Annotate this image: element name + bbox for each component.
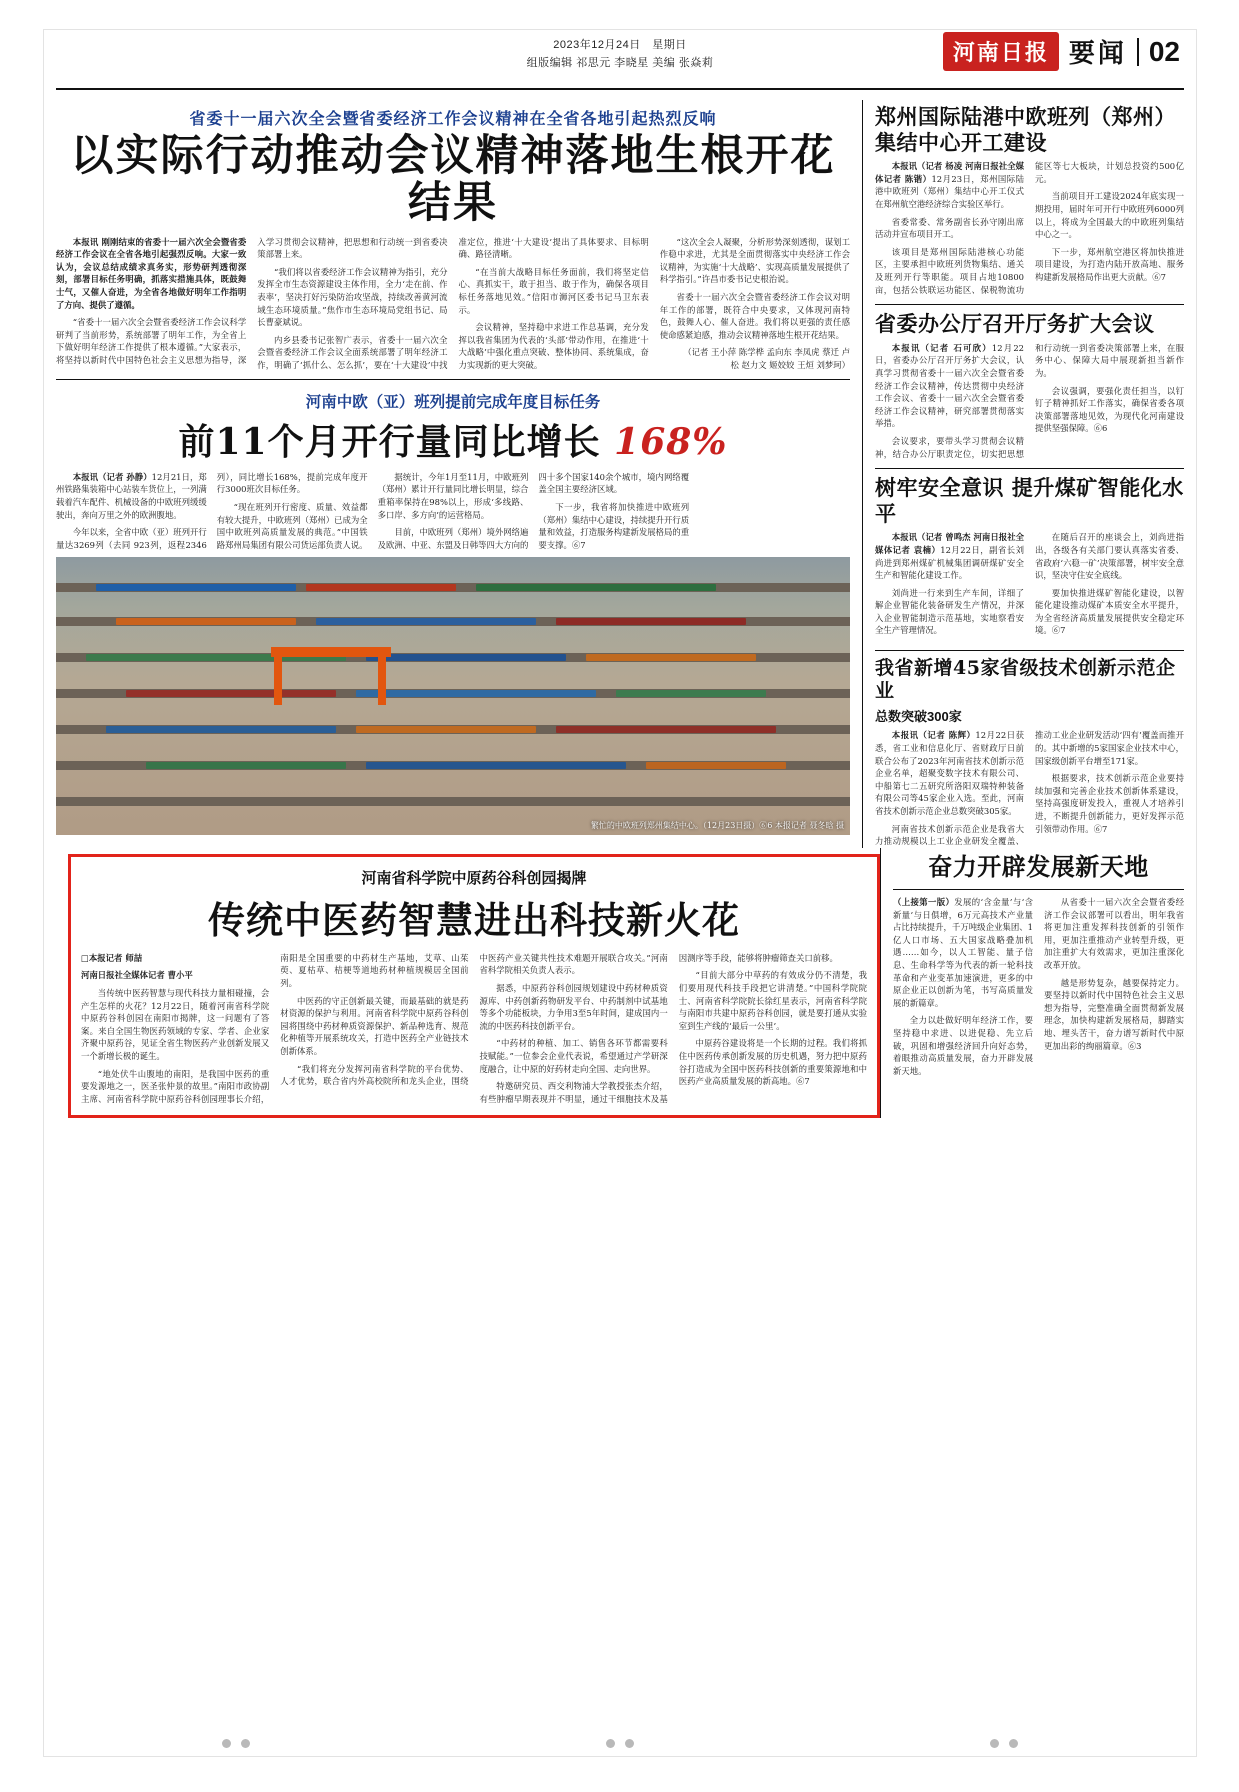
redbox-headline: 传统中医药智慧进出科技新火花 [208, 897, 740, 942]
registration-dot [606, 1739, 615, 1748]
right-0-p4: 下一步，郑州航空港区将加快推进项目建设，为打造内陆开放高地、服务构建新发展格局作出更大贡献。⑥7 [1035, 246, 1184, 282]
bottom-right-headline: 奋力开辟发展新天地 [928, 851, 1149, 881]
second-body [56, 471, 850, 552]
right-3-p0: 12月22日获悉，省工业和信息化厅、省财政厅日前联合公布了2023年河南省技术创新示范企业名单，超聚变数字技术有限公司、中船第七二五研究所洛阳双瑞特种装备有限公司等45家企业入选。至此，河南省技术创新示范企业总数突破305家。 [875, 730, 1024, 816]
second-byline: 本报讯（记者 孙静） [72, 471, 152, 482]
redbox-p6: 特邀研究员、西交利物浦大学教授张杰介绍，有些肿瘤早期表现并不明显，通过干细胞技术及基因测序等手段，能够将肿瘤筛查关口前移。 [479, 952, 838, 1104]
right-headline-0: 郑州国际陆港中欧班列（郑州）集结中心开工建设 [875, 104, 1176, 155]
redbox-byline-1: □本报记者 师喆 [81, 952, 143, 963]
second-p4: 目前，中欧班列（郑州）境外网络遍及欧洲、中亚、东盟及日韩等四大方向的四十多个国家140余个城市，境内网络覆盖全国主要经济区域。 [377, 471, 690, 550]
lead-p5: 会议精神，坚持稳中求进工作总基调，充分发挥以我省集团为代表的‘头部’带动作用，在推进‘十大战略’中强化重点突破、整体协同、系统集成，奋力实现新的更大突破。 [458, 322, 649, 370]
right-column [862, 100, 1184, 848]
second-p2: “现在班列开行密度、质量、效益都有较大提升，中欧班列（郑州）已成为全国中欧班列高质量发展的典范。”中国铁路郑州局集团有限公司货运部负责人说。 [216, 501, 368, 550]
bottom-grid [56, 848, 1184, 1119]
paper-logo: 河南日报 [943, 32, 1059, 71]
second-headline-prefix: 前11个月开行量同比增长 [178, 420, 601, 463]
registration-dot [625, 1739, 634, 1748]
continued-marker: （上接第一版） [893, 897, 955, 908]
masthead-right [943, 32, 1180, 71]
right-body-0 [875, 160, 1184, 296]
right-byline-2: 本报讯（记者 曾鸣杰 河南日报社全媒体记者 袁楠） [875, 532, 1024, 555]
lead-p1: “省委十一届六次全会暨省委经济工作会议科学研判了当前形势，系统部署了明年工作，为全省上下做好明年经济工作提供了根本遵循。”大家表示，将坚持以新时代中国特色社会主义思想为指导，深入学习贯彻会议精神，把思想和行动统一到省委决策部署上来。 [56, 236, 448, 365]
registration-dot [990, 1739, 999, 1748]
second-p1: 今年以来，全省中欧（亚）班列开行量达3269列（去同 923列，返程2346列），同比增长168%，提前完成年度开行3000班次目标任务。 [56, 471, 368, 550]
redbox-p3: “我们将充分发挥河南省科学院的平台优势、人才优势，联合省内外高校院所和龙头企业，围绕中医药产业关键共性技术难题开展联合攻关。”河南省科学院相关负责人表示。 [280, 952, 668, 1087]
left-column [56, 100, 862, 848]
right-2-p1: 刘尚进一行来到生产车间，详细了解企业智能化装备研发生产情况，并深入企业智能制造示范基地，实地察看安全生产管理情况。 [875, 587, 1024, 636]
masthead [56, 30, 1184, 90]
redbox-byline-2: 河南日报社全媒体记者 曹小平 [81, 970, 193, 981]
redbox-p0: 当传统中医药智慧与现代科技力量相碰撞，会产生怎样的火花？12月22日，随着河南省科学院中原药谷科创园在南阳市揭牌，这一问题有了答案。来自全国生物医药领域的专家、学者、企业家齐聚中原药谷，见证全省生物医药产业创新发展又一个新增长极的诞生。 [81, 987, 270, 1061]
right-0-p3: 当前项目开工建设2024年底实现一期投用，届时年可开行中欧班列6000列以上，将成为全国最大的中欧班列集结中心之一。 [1035, 191, 1184, 240]
redbox-p8: 中原药谷建设将是一个长期的过程。我们将抓住中医药传承创新发展的历史机遇，努力把中原药谷打造成为全国中医药科技创新的重要策源地和中医药产业高质量发展的新高地。⑥7 [678, 1038, 867, 1087]
railyard-photo [56, 557, 850, 835]
right-body-2 [875, 531, 1184, 642]
registration-dot [222, 1739, 231, 1748]
divider [1137, 38, 1139, 66]
second-p0: 12月21日，郑州铁路集装箱中心站装车货位上，一列满载着汽车配件、机械设备的中欧班列缓缓驶出，奔向万里之外的欧洲腹地。 [56, 471, 207, 520]
lead-shoulder: 省委十一届六次全会暨省委经济工作会议精神在全省各地引起热烈反响 [189, 111, 717, 128]
content-grid [56, 100, 1184, 848]
right-0-p2: 该项目是郑州国际陆港核心功能区，主要承担中欧班列货物集结、通关及班列开行等职能。项目占地10800亩，包括公铁联运功能区、保税物流功能区等七大板块，计划总投资约500亿元。 [875, 161, 1184, 295]
br-p3: 越是形势复杂，越要保持定力。要坚持以新时代中国特色社会主义思想为指导，完整准确全面贯彻新发展理念，加快构建新发展格局，脚踏实地、埋头苦干，奋力谱写新时代中原更加出彩的绚丽篇章。⑥3 [1044, 977, 1184, 1051]
right-1-p0: 12月22日，省委办公厅召开厅务扩大会议，认真学习贯彻省委十一届六次全会暨省委经济工作会议精神，传达贯彻中央经济工作会议、省委十一届六次全会暨省委经济工作会议精神，研究部署贯彻落实举措。 [875, 342, 1024, 429]
lead-body [56, 236, 850, 373]
lead-p2: “我们将以省委经济工作会议精神为指引，充分发挥全市生态资源建设主体作用，全力‘走在前、作表率’，坚决打好污染防治攻坚战，持续改善黄河流域生态环境质量。”焦作市生态环境局党组书记、局长曹豪斌说。 [257, 266, 448, 328]
photo-caption: 繁忙的中欧班列郑州集结中心。（12月23日摄）⑥6 本报记者 聂冬晗 摄 [590, 821, 844, 831]
registration-dot [1009, 1739, 1018, 1748]
divider-rule [875, 468, 1184, 469]
divider-rule [875, 650, 1184, 651]
divider-rule [875, 304, 1184, 305]
redbox-p1: “地处伏牛山腹地的南阳，是我国中医药的重要发源地之一，医圣张仲景的故里。”南阳市政协副主席、河南省科学院中原药谷科创园理事长介绍，南阳是全国重要的中药材生产基地，艾草、山茱萸、夏枯草、桔梗等道地药材种植规模居全国前列。 [81, 952, 469, 1104]
lead-p3: 内乡县委书记张智广表示，省委十一届六次全会暨省委经济工作会议全面系统部署了明年经济工作，明确了‘抓什么、怎么抓’，要在‘十大建设’中找准定位，推进‘十大建设’提出了具体要求、目标明确、路径清晰。 [257, 236, 649, 370]
bottom-left [56, 848, 880, 1119]
right-byline-0: 本报讯（记者 杨凌 河南日报社全媒体记者 陈锴） [875, 161, 1024, 184]
lead-headline: 以实际行动推动会议精神落地生根开花结果 [70, 131, 836, 229]
right-byline-1: 本报讯（记者 石可欣） [891, 342, 992, 353]
right-2-p0: 12月22日，副省长刘尚进到郑州煤矿机械集团调研煤矿安全生产和智能化建设工作。 [875, 544, 1024, 581]
lead-p6: “这次全会人凝聚，分析形势深刻透彻，谋划工作稳中求进，尤其是全面贯彻落实中央经济工作会议精神，为实施‘十大战略’、实现高质量发展提供了科学指引。”许昌市委书记史根治说。 [659, 236, 850, 285]
right-0-p1: 省委常委、常务副省长孙守刚出席活动并宣布项目开工。 [875, 216, 1024, 240]
second-headline [56, 414, 850, 465]
editors-line: 组版编辑 祁思元 李晓星 美编 张焱莉 [526, 57, 714, 69]
right-0-p0: 12月23日，郑州国际陆港中欧班列（郑州）集结中心开工仪式在郑州航空港经济综合实验区举行。 [875, 173, 1024, 209]
right-headline-2: 树牢安全意识 提升煤矿智能化水平 [875, 475, 1184, 526]
lead-credit: （记者 王小萍 陈学桦 孟向东 李凤虎 蔡迁 卢松 赵力文 姬姣姣 王烜 刘梦珂） [683, 347, 850, 370]
masthead-center [527, 36, 714, 72]
redbox-shoulder: 河南省科学院中原药谷科创园揭牌 [361, 869, 587, 887]
right-1-p1: 会议要求，要带头学习贯彻会议精神，结合办公厅职责定位，切实把思想和行动统一到省委决策部署上来，在服务中心、保障大局中展现新担当新作为。 [875, 342, 1184, 459]
registration-dot [241, 1739, 250, 1748]
publication-date: 2023年12月24日 星期日 [553, 39, 687, 51]
redbox-p7: “目前大部分中草药的有效成分仍不清楚，我们要用现代科技手段把它讲清楚。”中国科学院院士、河南省科学院院长徐红星表示，河南省科学院与南阳市共建中原药谷科创园，就是要打通从实验室到生产线的‘最后一公里’。 [678, 970, 867, 1031]
footer-marks [44, 1739, 1196, 1748]
br-p0: 发展的‘含金量’与‘含新量’与日俱增，6万元高技术产业量占比持续提升，千万吨级企业集团、1亿人口市场、五大国家战略叠加机遇……如今，以人工智能、量子信息、生命科学等为代表的新一轮科技革命和产业变革加速演进，更多的中原企业正以创新为笔，书写高质量发展的新篇章。 [893, 897, 1033, 1008]
redbox-p2: 中医药的守正创新最关键，而最基础的就是药材资源的保护与利用。河南省科学院中原药谷科创园将围绕中药材种质资源保护、新品种选育、规范化种植等开展系统攻关，打造中医药全产业链技术创新体系。 [280, 995, 469, 1056]
right-byline-3: 本报讯（记者 陈辉） [891, 730, 976, 741]
second-p5: 下一步，我省将加快推进中欧班列（郑州）集结中心建设，持续提升开行质量和效益，打造服务构建新发展格局的重要支撑。⑥7 [538, 501, 690, 550]
bottom-right [880, 848, 1184, 1119]
right-headline-1: 省委办公厅召开厅务扩大会议 [875, 311, 1155, 337]
bottom-right-body [893, 896, 1184, 1077]
right-2-p2: 在随后召开的座谈会上，刘尚进指出，各级各有关部门要认真落实省委、省政府‘六稳一矿’决策部署，树牢安全意识，坚决守住安全底线。 [1035, 532, 1184, 581]
right-1-p2: 会议强调，要强化责任担当，以钉钉子精神抓好工作落实，确保省委各项决策部署落地见效，为现代化河南建设提供坚强保障。⑥6 [1035, 385, 1184, 434]
right-subhead-3: 总数突破300家 [875, 709, 962, 725]
redbox-body [81, 952, 867, 1106]
page-number: 02 [1148, 35, 1180, 67]
second-headline-value: 168% [614, 420, 728, 463]
second-shoulder: 河南中欧（亚）班列提前完成年度目标任务 [305, 393, 601, 411]
divider-rule [893, 889, 1184, 890]
redbox-p5: “中药材的种植、加工、销售各环节都需要科技赋能。”一位参会企业代表说，希望通过产学研深度融合，让中原的好药材走向全国、走向世界。 [479, 1038, 668, 1074]
right-body-1 [875, 342, 1184, 460]
redbox-p4: 据悉，中原药谷科创园规划建设中药材种质资源库、中药创新药物研发平台、中药制剂中试基地等多个功能板块，力争用3至5年时间，建成国内一流的中医药科技创新平台。 [479, 982, 668, 1031]
right-3-p1: 河南省技术创新示范企业是我省大力推动规模以上工业企业研发全覆盖、推动工业企业研发活动‘四有’覆盖而推开的。其中新增的5家国家企业技术中心，国家级创新平台增至171家。 [875, 730, 1184, 847]
right-headline-3: 我省新增45家省级技术创新示范企业 [875, 657, 1176, 703]
section-title: 要闻 [1068, 38, 1127, 68]
br-p2: 从省委十一届六次全会暨省委经济工作会议部署可以看出，明年我省将更加注重发挥科技创新的引领作用，更加注重推动产业转型升级，更加注重扩大有效需求，更加注重深化改革开放。 [1044, 897, 1184, 970]
highlight-box [68, 854, 880, 1119]
divider-rule [56, 379, 850, 380]
lead-p0: 本报讯 刚刚结束的省委十一届六次全会暨省委经济工作会议在全省各地引起强烈反响。大家一致认为，会议总结成绩求真务实，形势研判透彻深刻，部署目标任务明确，抓落实措施具体，既鼓舞士气，又催人奋进，为全省各地做好明年工作指明了方向、提供了遵循。 [56, 236, 247, 310]
second-p3: 据统计，今年1月至11月，中欧班列（郑州）累计开行量同比增长明显，综合重箱率保持在98%以上，形成‘多线路、多口岸、多方向’的运营格局。 [377, 471, 529, 520]
lead-p4: “在当前大战略目标任务面前，我们将坚定信心、真抓实干，敢于担当、敢于作为，确保各项目标任务落地见效。”信阳市浉河区委书记马卫东表示。 [458, 266, 649, 315]
right-3-p2: 根据要求，技术创新示范企业要持续加强和完善企业技术创新体系建设，坚持高强度研发投入，重视人才培养引进，不断提升创新能力，更好发挥示范引领带动作用。⑥7 [1035, 773, 1184, 834]
right-2-p3: 要加快推进煤矿智能化建设，以智能化建设推动煤矿本质安全水平提升，为全省经济高质量发展提供安全稳定环境。⑥7 [1035, 587, 1184, 636]
br-p1: 全力以赴做好明年经济工作，要坚持稳中求进、以进促稳、先立后破，巩固和增强经济回升向好态势，着眼推动高质量发展，奋力开辟发展新天地。 [893, 1015, 1033, 1076]
newspaper-sheet [44, 30, 1196, 1756]
lead-p7: 省委十一届六次全会暨省委经济工作会议对明年工作的部署，既符合中央要求，又体现河南特色，鼓舞人心、催人奋进。我们将以更强的责任感使命感紧迫感，推动会议精神落地生根开花结果。 [659, 291, 850, 340]
right-body-3 [875, 729, 1184, 847]
